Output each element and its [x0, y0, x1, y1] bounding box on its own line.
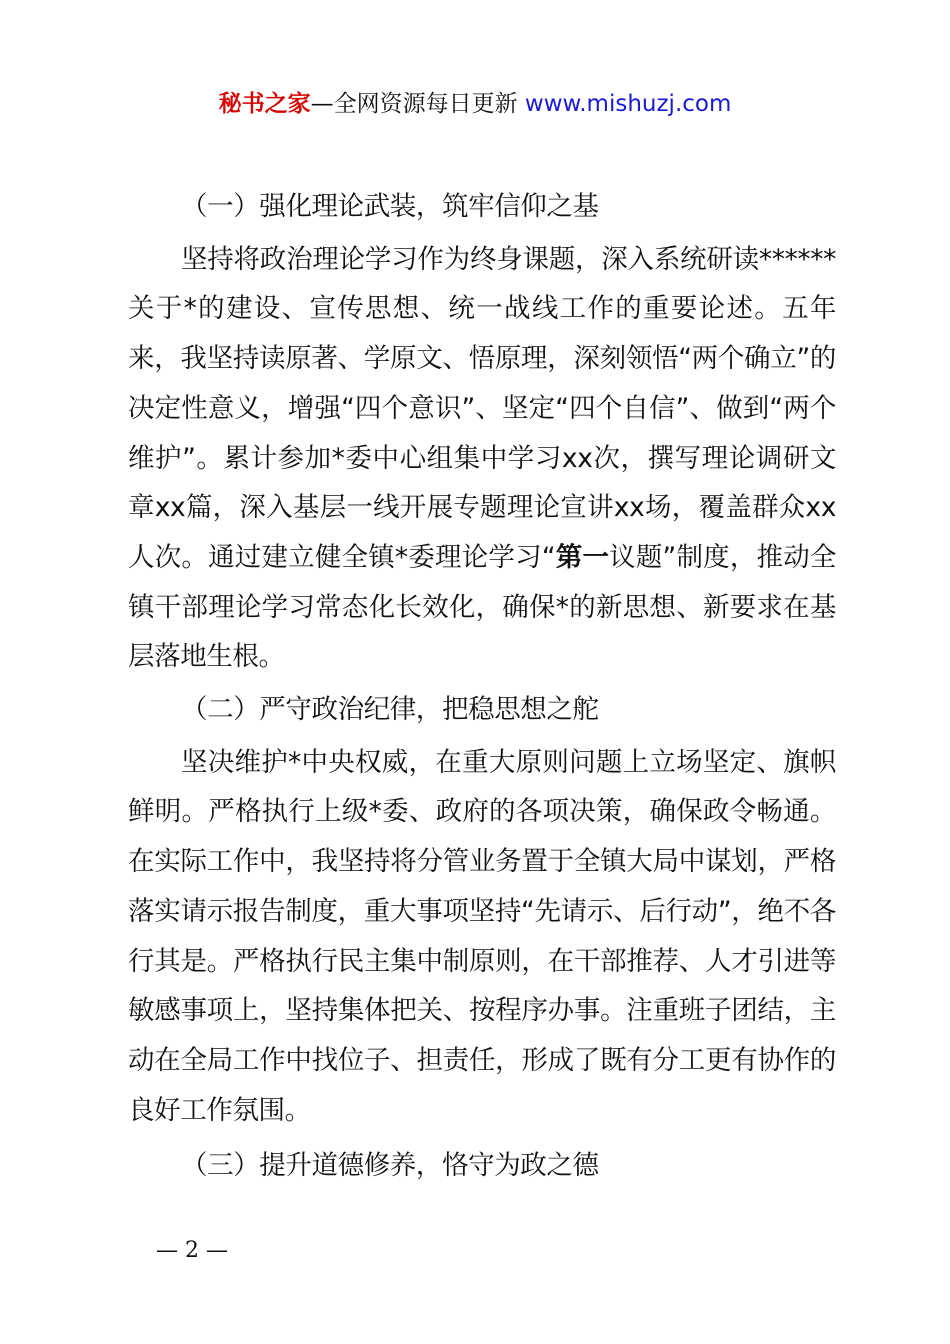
- section-paragraph-1: [128, 235, 836, 682]
- emphasis-text: 第一: [555, 541, 610, 573]
- site-brand: 秘书之家: [218, 91, 311, 117]
- section-paragraph-2: 坚决维护*中央权威，在重大原则问题上立场坚定、旗帜鲜明。严格执行上级*委、政府的各项决策，确保政令畅通。在实际工作中，我坚持将分管业务置于全镇大局中谋划，严格落实请示报告制度，重大事项坚持“先请示、后行动”，绝不各行其是。严格执行民主集中制原则，在干部推荐、人才引进等敏感事项上，坚持集体把关、按程序办事。注重班子团结，主动在全局工作中找位子、担责任，形成了既有分工更有协作的良好工作氛围。: [128, 746, 836, 1126]
- section-heading-2: （二）严守政治纪律，把稳思想之舵: [181, 694, 599, 726]
- document-body: [128, 182, 836, 1191]
- section-heading-3: （三）提升道德修养，恪守为政之德: [181, 1150, 599, 1182]
- page-header: [0, 87, 950, 121]
- section-heading-1: （一）强化理论武装，筑牢信仰之基: [181, 191, 599, 222]
- site-tagline: —全网资源每日更新: [310, 91, 525, 117]
- site-url-link[interactable]: www.mishuzj.com: [524, 91, 732, 117]
- paragraph-text: 坚持将政治理论学习作为终身课题，深入系统研读******关于*的建设、宣传思想、统一战线工作的重要论述。五年来，我坚持读原著、学原文、悟原理，深刻领悟“两个确立”的决定性意义，增强“四个意识”、坚定“四个自信”、做到“两个维护”。累计参加*委中心组集中学习xx次，撰写理论调研文章xx篇，深入基层一线开展专题理论宣讲xx场，覆盖群众xx人次。通过建立健全镇*委理论学习“: [128, 243, 836, 573]
- page-number: — 2 —: [156, 1238, 228, 1263]
- paragraph-text: 议题”制度，推动全镇干部理论学习常态化长效化，确保*的新思想、新要求在基层落地生根。: [128, 541, 837, 673]
